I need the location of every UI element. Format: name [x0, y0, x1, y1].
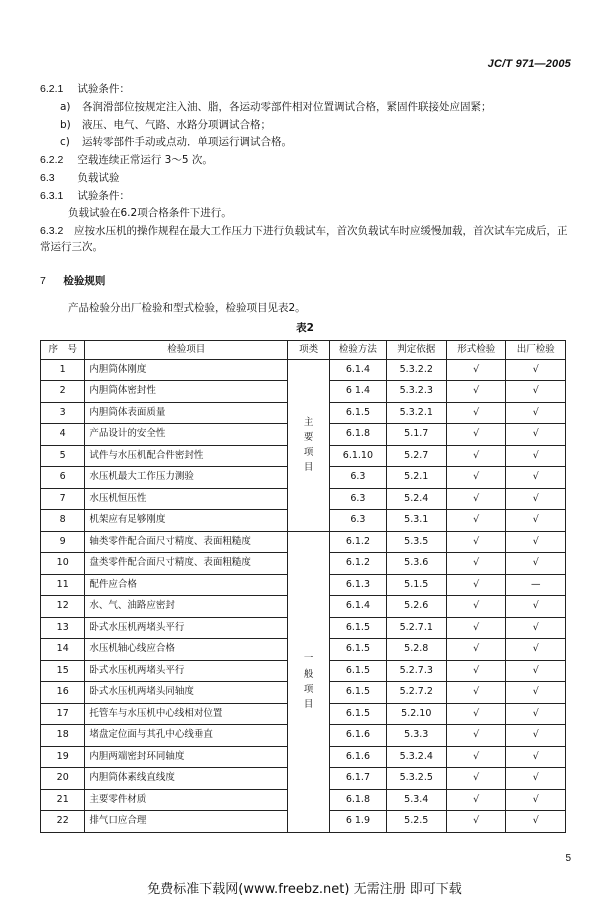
cell-seq: 15 [41, 660, 85, 682]
table-row [41, 531, 566, 553]
cell-basis: 5.2.4 [386, 488, 446, 510]
cell-type-test: √ [446, 617, 506, 639]
list-label: c) [60, 136, 70, 149]
category-main [288, 359, 330, 531]
cell-type-test: √ [446, 553, 506, 575]
cell-method: 6.3 [330, 510, 386, 532]
cell-basis: 5.3.2.1 [386, 402, 446, 424]
cell-factory-test: √ [506, 553, 566, 575]
cell-type-test: √ [446, 596, 506, 618]
cell-basis: 5.3.4 [386, 789, 446, 811]
cell-seq: 18 [41, 725, 85, 747]
section-number: 6.2.1 [40, 83, 64, 95]
cell-method: 6.3 [330, 488, 386, 510]
cell-type-test: √ [446, 424, 506, 446]
cell-factory-test: √ [506, 467, 566, 489]
section-6-3-2 [40, 224, 570, 256]
cell-basis: 5.2.1 [386, 467, 446, 489]
cell-item: 卧式水压机两堵头同轴度 [85, 682, 288, 704]
cell-type-test: √ [446, 639, 506, 661]
cell-method: 6.1.5 [330, 703, 386, 725]
section-6-2-2 [40, 153, 570, 169]
table-row [41, 359, 566, 381]
cell-type-test: √ [446, 510, 506, 532]
header-type-test: 形式检验 [446, 340, 506, 359]
section-title: 试验条件： [77, 83, 130, 95]
category-char: 目 [303, 698, 314, 710]
cell-seq: 22 [41, 811, 85, 833]
section-text: 应按水压机的操作规程在最大工作压力下进行负载试车，首次负载试车时应缓慢加载，首次试车完成后，正常运行三次。 [40, 225, 568, 253]
cell-seq: 10 [41, 553, 85, 575]
section-6-3-1 [40, 189, 570, 205]
cell-method: 6.1.2 [330, 531, 386, 553]
cell-seq: 19 [41, 746, 85, 768]
cell-item: 卧式水压机两堵头平行 [85, 660, 288, 682]
cell-item: 卧式水压机两堵头平行 [85, 617, 288, 639]
cell-factory-test: √ [506, 596, 566, 618]
cell-method: 6.1.8 [330, 424, 386, 446]
category-char: 主 [303, 416, 314, 428]
category-char: 项 [303, 447, 314, 459]
cell-type-test: √ [446, 467, 506, 489]
cell-basis: 5.3.2.3 [386, 381, 446, 403]
cell-seq: 11 [41, 574, 85, 596]
cell-seq: 17 [41, 703, 85, 725]
cell-type-test: √ [446, 811, 506, 833]
cell-basis: 5.3.3 [386, 725, 446, 747]
footer-watermark: 免费标准下载网(www.freebz.net) 无需注册 即可下载 [147, 882, 462, 897]
header-method: 检验方法 [330, 340, 386, 359]
cell-method: 6.1.5 [330, 402, 386, 424]
cell-type-test: √ [446, 660, 506, 682]
cell-type-test: √ [446, 445, 506, 467]
cell-factory-test: √ [506, 725, 566, 747]
table-title: 表2 [296, 322, 314, 334]
header-factory-test: 出厂检验 [506, 340, 566, 359]
cell-basis: 5.2.7.3 [386, 660, 446, 682]
list-item [40, 135, 570, 151]
list-item [40, 100, 570, 116]
cell-item: 水压机恒压性 [85, 488, 288, 510]
cell-item: 堵盘定位面与其孔中心线垂直 [85, 725, 288, 747]
cell-basis: 5.3.6 [386, 553, 446, 575]
cell-method: 6.1.8 [330, 789, 386, 811]
list-item [40, 118, 570, 134]
cell-basis: 5.2.10 [386, 703, 446, 725]
cell-item: 轴类零件配合面尺寸精度、表面粗糙度 [85, 531, 288, 553]
cell-type-test: √ [446, 488, 506, 510]
cell-item: 内胆筒体素线直线度 [85, 768, 288, 790]
cell-factory-test: √ [506, 660, 566, 682]
cell-basis: 5.1.7 [386, 424, 446, 446]
section-6-3-1-body: 负载试验在6.2项合格条件下进行。 [68, 207, 232, 220]
cell-basis: 5.3.2.5 [386, 768, 446, 790]
cell-method: 6.1.5 [330, 682, 386, 704]
cell-seq: 12 [41, 596, 85, 618]
section-7-heading [40, 274, 570, 290]
table-body [41, 359, 566, 832]
cell-method: 6.1.4 [330, 596, 386, 618]
cell-type-test: √ [446, 703, 506, 725]
cell-type-test: √ [446, 789, 506, 811]
cell-seq: 3 [41, 402, 85, 424]
cell-factory-test: √ [506, 402, 566, 424]
cell-seq: 16 [41, 682, 85, 704]
section-number: 6.2.2 [40, 154, 64, 166]
cell-method: 6.1.5 [330, 660, 386, 682]
section-title: 检验规则 [63, 274, 106, 287]
section-title: 负载试验 [77, 171, 120, 184]
cell-factory-test: √ [506, 789, 566, 811]
section-number: 6.3 [40, 171, 55, 184]
cell-method: 6.1.3 [330, 574, 386, 596]
inspection-table [40, 340, 566, 833]
cell-item: 托管车与水压机中心线相对位置 [85, 703, 288, 725]
cell-item: 水压机轴心线应合格 [85, 639, 288, 661]
cell-seq: 14 [41, 639, 85, 661]
cell-seq: 8 [41, 510, 85, 532]
cell-factory-test: √ [506, 682, 566, 704]
cell-item: 盘类零件配合面尺寸精度、表面粗糙度 [85, 553, 288, 575]
cell-item: 水压机最大工作压力测验 [85, 467, 288, 489]
cell-type-test: √ [446, 574, 506, 596]
cell-method: 6.1.6 [330, 746, 386, 768]
category-general [288, 531, 330, 832]
cell-method: 6.1.5 [330, 639, 386, 661]
cell-type-test: √ [446, 746, 506, 768]
standard-code: JC/T 971—2005 [487, 58, 571, 70]
header-item: 检验项目 [85, 340, 288, 359]
cell-seq: 4 [41, 424, 85, 446]
cell-factory-test: √ [506, 703, 566, 725]
section-number: 7 [40, 274, 46, 287]
cell-basis: 5.2.7.2 [386, 682, 446, 704]
cell-basis: 5.2.7 [386, 445, 446, 467]
section-number: 6.3.2 [40, 225, 64, 237]
section-title: 试验条件： [77, 189, 130, 202]
cell-seq: 6 [41, 467, 85, 489]
cell-basis: 5.3.1 [386, 510, 446, 532]
cell-item: 配件应合格 [85, 574, 288, 596]
cell-basis: 5.2.5 [386, 811, 446, 833]
cell-seq: 20 [41, 768, 85, 790]
cell-basis: 5.2.8 [386, 639, 446, 661]
cell-seq: 5 [41, 445, 85, 467]
cell-item: 内胆两端密封环同轴度 [85, 746, 288, 768]
cell-item: 水、气、油路应密封 [85, 596, 288, 618]
cell-method: 6.1.7 [330, 768, 386, 790]
cell-method: 6 1.9 [330, 811, 386, 833]
category-char: 一 [303, 653, 314, 665]
category-char: 目 [303, 462, 314, 474]
list-text: 液压、电气、气路、水路分项调试合格； [82, 118, 271, 131]
cell-basis: 5.1.5 [386, 574, 446, 596]
section-text: 空载连续正常运行 3～5 次。 [77, 154, 213, 166]
cell-type-test: √ [446, 725, 506, 747]
cell-method: 6.1.4 [330, 359, 386, 381]
cell-item: 试件与水压机配合件密封性 [85, 445, 288, 467]
cell-type-test: √ [446, 768, 506, 790]
cell-type-test: √ [446, 359, 506, 381]
category-char: 项 [303, 683, 314, 695]
cell-factory-test: √ [506, 359, 566, 381]
section-number: 6.3.1 [40, 189, 64, 202]
cell-factory-test: √ [506, 381, 566, 403]
cell-item: 产品设计的安全性 [85, 424, 288, 446]
cell-seq: 9 [41, 531, 85, 553]
cell-item: 内胆筒体刚度 [85, 359, 288, 381]
document-body [40, 82, 570, 833]
cell-type-test: √ [446, 682, 506, 704]
cell-factory-test: √ [506, 768, 566, 790]
list-text: 各润滑部位按规定注入油、脂，各运动零部件相对位置调试合格，紧固件联接处应固紧； [82, 100, 492, 113]
cell-basis: 5.3.2.4 [386, 746, 446, 768]
cell-basis: 5.3.2.2 [386, 359, 446, 381]
cell-method: 6.3 [330, 467, 386, 489]
cell-type-test: √ [446, 402, 506, 424]
cell-seq: 2 [41, 381, 85, 403]
category-char: 般 [303, 668, 314, 680]
header-seq: 序 号 [41, 340, 85, 359]
cell-factory-test: √ [506, 746, 566, 768]
cell-factory-test: — [506, 574, 566, 596]
cell-item: 内胆筒体表面质量 [85, 402, 288, 424]
section-6-2-1 [40, 82, 570, 98]
header-category: 项类 [288, 340, 330, 359]
cell-factory-test: √ [506, 488, 566, 510]
cell-item: 主要零件材质 [85, 789, 288, 811]
list-label: b) [60, 118, 71, 131]
cell-item: 内胆筒体密封性 [85, 381, 288, 403]
cell-type-test: √ [446, 381, 506, 403]
cell-basis: 5.3.5 [386, 531, 446, 553]
list-label: a) [60, 100, 71, 113]
page-number: 5 [565, 853, 571, 864]
cell-factory-test: √ [506, 617, 566, 639]
cell-basis: 5.2.6 [386, 596, 446, 618]
cell-method: 6.1.6 [330, 725, 386, 747]
cell-factory-test: √ [506, 811, 566, 833]
cell-seq: 13 [41, 617, 85, 639]
header-basis: 判定依据 [386, 340, 446, 359]
cell-method: 6.1.2 [330, 553, 386, 575]
cell-seq: 1 [41, 359, 85, 381]
cell-method: 6.1.10 [330, 445, 386, 467]
cell-type-test: √ [446, 531, 506, 553]
cell-factory-test: √ [506, 531, 566, 553]
category-char: 要 [303, 432, 314, 444]
cell-method: 6.1.5 [330, 617, 386, 639]
cell-item: 机架应有足够刚度 [85, 510, 288, 532]
list-text: 运转零部件手动或点动．单项运行调试合格。 [82, 136, 292, 149]
cell-item: 排气口应合理 [85, 811, 288, 833]
cell-basis: 5.2.7.1 [386, 617, 446, 639]
cell-factory-test: √ [506, 424, 566, 446]
cell-factory-test: √ [506, 445, 566, 467]
cell-seq: 21 [41, 789, 85, 811]
cell-seq: 7 [41, 488, 85, 510]
section-6-3 [40, 171, 570, 187]
cell-factory-test: √ [506, 510, 566, 532]
section-7-intro: 产品检验分出厂检验和型式检验，检验项目见表2。 [68, 302, 306, 315]
cell-method: 6 1.4 [330, 381, 386, 403]
cell-factory-test: √ [506, 639, 566, 661]
table-header-row [41, 340, 566, 359]
